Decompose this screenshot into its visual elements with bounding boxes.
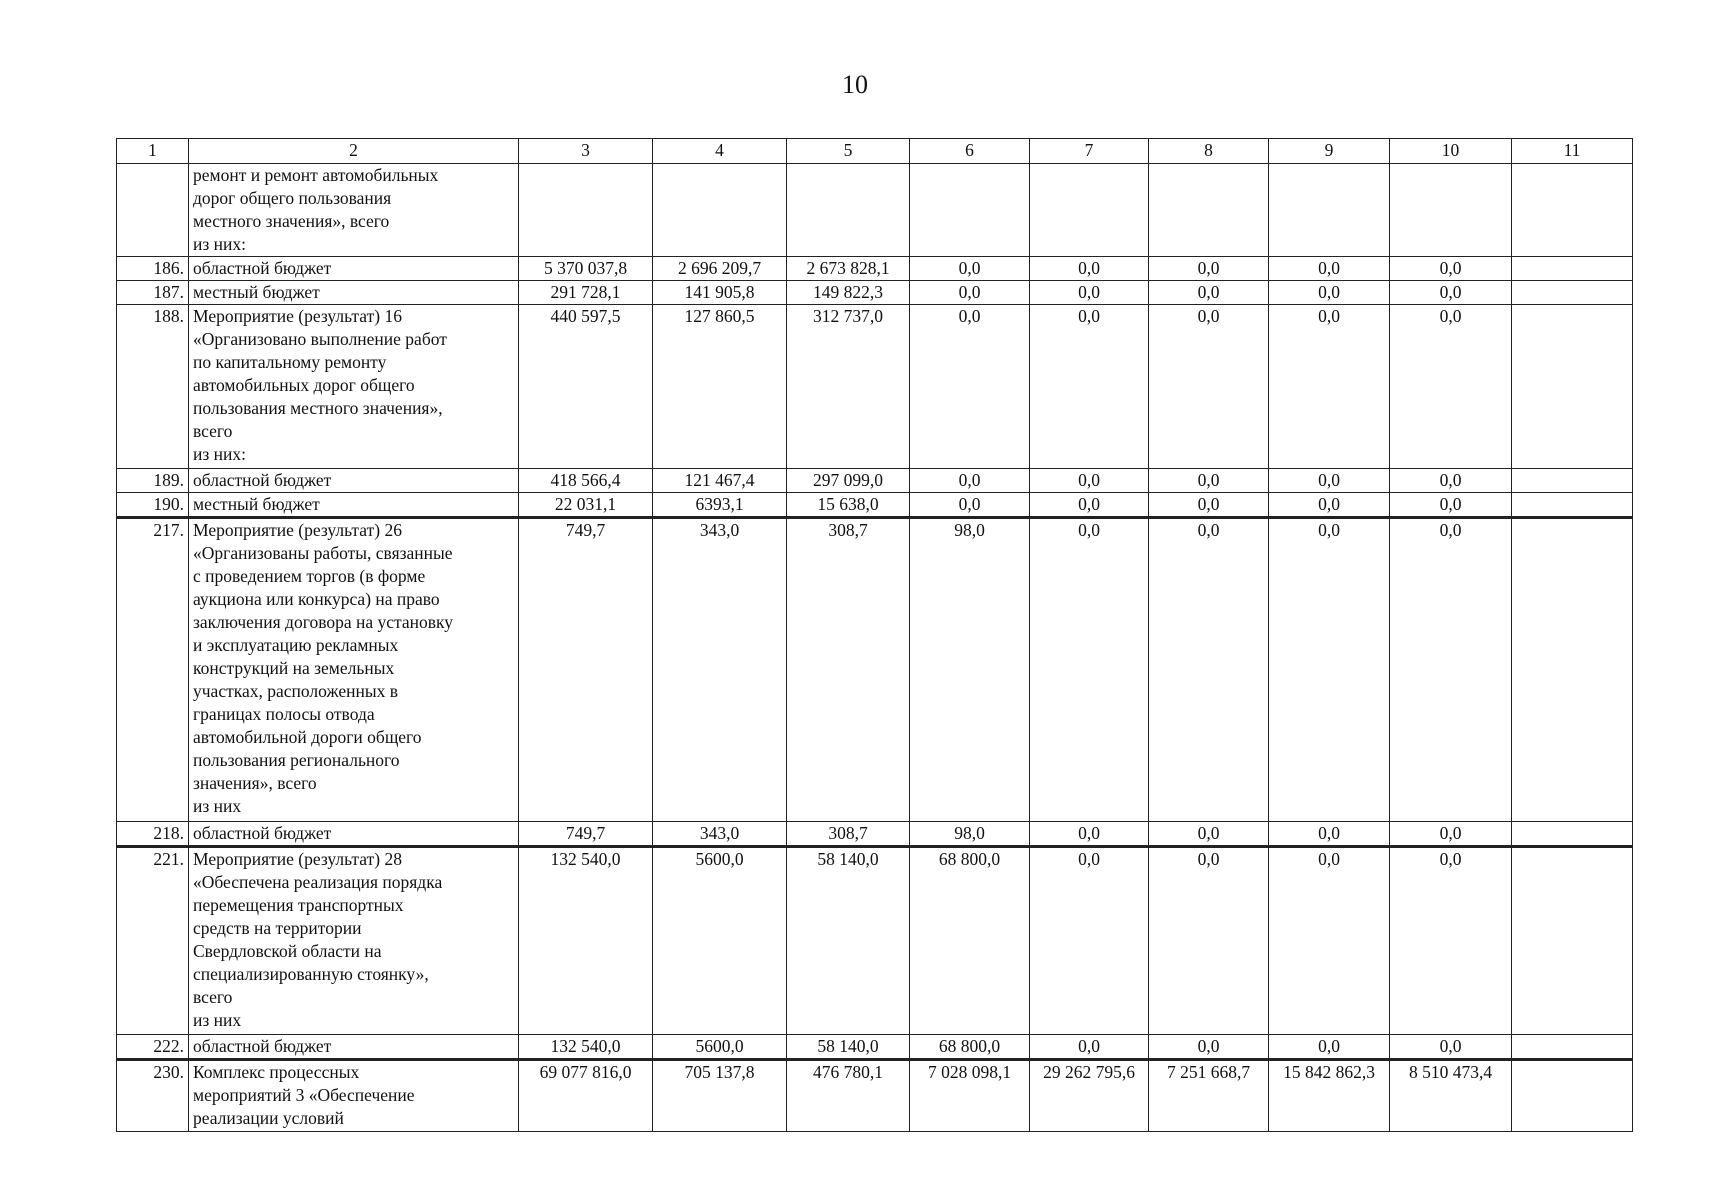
value-cell: 0,0: [910, 281, 1030, 305]
value-cell: 0,0: [1390, 518, 1512, 822]
value-cell: 749,7: [519, 822, 653, 847]
page-number: 10: [842, 70, 868, 99]
value-cell: 132 540,0: [519, 847, 653, 1035]
value-cell: 291 728,1: [519, 281, 653, 305]
value-cell: 0,0: [1269, 1035, 1390, 1060]
table-row: [117, 518, 1633, 822]
value-cell: 0,0: [1149, 281, 1269, 305]
table-row: [117, 164, 1633, 257]
value-cell: 0,0: [1030, 822, 1149, 847]
value-cell: 308,7: [787, 822, 910, 847]
row-description: областной бюджет: [189, 469, 519, 493]
value-cell: 0,0: [910, 305, 1030, 469]
table-row: [117, 847, 1633, 1035]
value-cell: 0,0: [1269, 847, 1390, 1035]
value-cell: [1512, 281, 1633, 305]
value-cell: 15 842 862,3: [1269, 1060, 1390, 1132]
value-cell: 5 370 037,8: [519, 257, 653, 281]
value-cell: 0,0: [1269, 822, 1390, 847]
value-cell: 0,0: [1390, 847, 1512, 1035]
table-row: [117, 1035, 1633, 1060]
value-cell: 297 099,0: [787, 469, 910, 493]
table-body: [117, 164, 1633, 1132]
value-cell: 98,0: [910, 822, 1030, 847]
value-cell: 0,0: [1030, 305, 1149, 469]
row-number: 189.: [117, 469, 189, 493]
value-cell: 2 673 828,1: [787, 257, 910, 281]
value-cell: 0,0: [1149, 847, 1269, 1035]
value-cell: 0,0: [1149, 469, 1269, 493]
row-description: местный бюджет: [189, 493, 519, 518]
value-cell: 58 140,0: [787, 1035, 910, 1060]
column-number: 8: [1149, 139, 1269, 164]
value-cell: 0,0: [1149, 257, 1269, 281]
row-number: 190.: [117, 493, 189, 518]
row-number: 222.: [117, 1035, 189, 1060]
value-cell: [1512, 257, 1633, 281]
value-cell: 0,0: [1030, 257, 1149, 281]
value-cell: 0,0: [1149, 1035, 1269, 1060]
value-cell: [1512, 847, 1633, 1035]
column-number: 3: [519, 139, 653, 164]
value-cell: 0,0: [1030, 469, 1149, 493]
row-number: 230.: [117, 1060, 189, 1132]
value-cell: [1390, 164, 1512, 257]
value-cell: 127 860,5: [653, 305, 787, 469]
column-number: 10: [1390, 139, 1512, 164]
row-description: областной бюджет: [189, 257, 519, 281]
value-cell: 7 028 098,1: [910, 1060, 1030, 1132]
value-cell: [1512, 164, 1633, 257]
value-cell: 5600,0: [653, 1035, 787, 1060]
budget-table: [116, 138, 1633, 1132]
value-cell: 8 510 473,4: [1390, 1060, 1512, 1132]
row-description: Мероприятие (результат) 28 «Обеспечена реализация порядка перемещения транспортных средств на территории Свердловской области на специализированную стоянку», всего из них: [189, 847, 519, 1035]
value-cell: 440 597,5: [519, 305, 653, 469]
column-number: 4: [653, 139, 787, 164]
table-row: [117, 257, 1633, 281]
value-cell: 308,7: [787, 518, 910, 822]
value-cell: 29 262 795,6: [1030, 1060, 1149, 1132]
table-row: [117, 1060, 1633, 1132]
value-cell: 68 800,0: [910, 1035, 1030, 1060]
value-cell: [1512, 518, 1633, 822]
column-number: 5: [787, 139, 910, 164]
value-cell: [1512, 1035, 1633, 1060]
column-number: 2: [189, 139, 519, 164]
value-cell: 58 140,0: [787, 847, 910, 1035]
value-cell: 0,0: [910, 469, 1030, 493]
value-cell: 2 696 209,7: [653, 257, 787, 281]
column-number: 11: [1512, 139, 1633, 164]
value-cell: 0,0: [1269, 257, 1390, 281]
value-cell: 0,0: [1390, 822, 1512, 847]
row-number: 186.: [117, 257, 189, 281]
value-cell: [1512, 469, 1633, 493]
row-description: местный бюджет: [189, 281, 519, 305]
row-description: Мероприятие (результат) 16 «Организовано выполнение работ по капитальному ремонту автомобильных дорог общего пользования местного значения», всего из них:: [189, 305, 519, 469]
row-description: областной бюджет: [189, 1035, 519, 1060]
table-row: [117, 281, 1633, 305]
row-number: [117, 164, 189, 257]
value-cell: 0,0: [910, 493, 1030, 518]
value-cell: 705 137,8: [653, 1060, 787, 1132]
row-description: Мероприятие (результат) 26 «Организованы работы, связанные с проведением торгов (в форме аукциона или конкурса) на право заключения договора на установку и эксплуатацию рекламных конструкций на земельных участках, расположенных в границах полосы отвода автомобильной дороги общего пользования регионального значения», всего из них: [189, 518, 519, 822]
value-cell: 68 800,0: [910, 847, 1030, 1035]
value-cell: 0,0: [1269, 493, 1390, 518]
value-cell: 22 031,1: [519, 493, 653, 518]
column-number-row: [117, 139, 1633, 164]
table-row: [117, 822, 1633, 847]
value-cell: [787, 164, 910, 257]
value-cell: 0,0: [910, 257, 1030, 281]
value-cell: [519, 164, 653, 257]
value-cell: 0,0: [1269, 518, 1390, 822]
value-cell: 0,0: [1269, 281, 1390, 305]
value-cell: 0,0: [1030, 493, 1149, 518]
value-cell: 0,0: [1030, 281, 1149, 305]
value-cell: 0,0: [1030, 1035, 1149, 1060]
table-row: [117, 469, 1633, 493]
value-cell: [910, 164, 1030, 257]
value-cell: [1030, 164, 1149, 257]
value-cell: 0,0: [1390, 305, 1512, 469]
row-number: 187.: [117, 281, 189, 305]
value-cell: 0,0: [1269, 305, 1390, 469]
value-cell: [1149, 164, 1269, 257]
value-cell: 0,0: [1390, 1035, 1512, 1060]
row-description: Комплекс процессных мероприятий 3 «Обеспечение реализации условий: [189, 1060, 519, 1132]
value-cell: 749,7: [519, 518, 653, 822]
row-description: областной бюджет: [189, 822, 519, 847]
value-cell: 0,0: [1269, 469, 1390, 493]
value-cell: 0,0: [1030, 518, 1149, 822]
value-cell: 0,0: [1390, 493, 1512, 518]
value-cell: 121 467,4: [653, 469, 787, 493]
value-cell: [653, 164, 787, 257]
row-number: 188.: [117, 305, 189, 469]
value-cell: 312 737,0: [787, 305, 910, 469]
table-row: [117, 305, 1633, 469]
value-cell: 0,0: [1149, 518, 1269, 822]
column-number: 7: [1030, 139, 1149, 164]
value-cell: 6393,1: [653, 493, 787, 518]
value-cell: 5600,0: [653, 847, 787, 1035]
value-cell: [1512, 1060, 1633, 1132]
value-cell: 418 566,4: [519, 469, 653, 493]
value-cell: 7 251 668,7: [1149, 1060, 1269, 1132]
value-cell: 15 638,0: [787, 493, 910, 518]
value-cell: [1512, 305, 1633, 469]
table-row: [117, 493, 1633, 518]
value-cell: 149 822,3: [787, 281, 910, 305]
row-number: 221.: [117, 847, 189, 1035]
value-cell: 343,0: [653, 822, 787, 847]
value-cell: 0,0: [1030, 847, 1149, 1035]
value-cell: 0,0: [1149, 305, 1269, 469]
column-number: 9: [1269, 139, 1390, 164]
value-cell: 98,0: [910, 518, 1030, 822]
row-number: 218.: [117, 822, 189, 847]
row-description: ремонт и ремонт автомобильных дорог общего пользования местного значения», всего из них:: [189, 164, 519, 257]
row-number: 217.: [117, 518, 189, 822]
value-cell: 476 780,1: [787, 1060, 910, 1132]
value-cell: 0,0: [1390, 469, 1512, 493]
value-cell: 69 077 816,0: [519, 1060, 653, 1132]
value-cell: 0,0: [1390, 281, 1512, 305]
value-cell: [1512, 493, 1633, 518]
value-cell: 141 905,8: [653, 281, 787, 305]
value-cell: 132 540,0: [519, 1035, 653, 1060]
value-cell: [1512, 822, 1633, 847]
column-number: 6: [910, 139, 1030, 164]
column-number: 1: [117, 139, 189, 164]
value-cell: 0,0: [1149, 822, 1269, 847]
value-cell: 0,0: [1390, 257, 1512, 281]
value-cell: 0,0: [1149, 493, 1269, 518]
value-cell: 343,0: [653, 518, 787, 822]
value-cell: [1269, 164, 1390, 257]
